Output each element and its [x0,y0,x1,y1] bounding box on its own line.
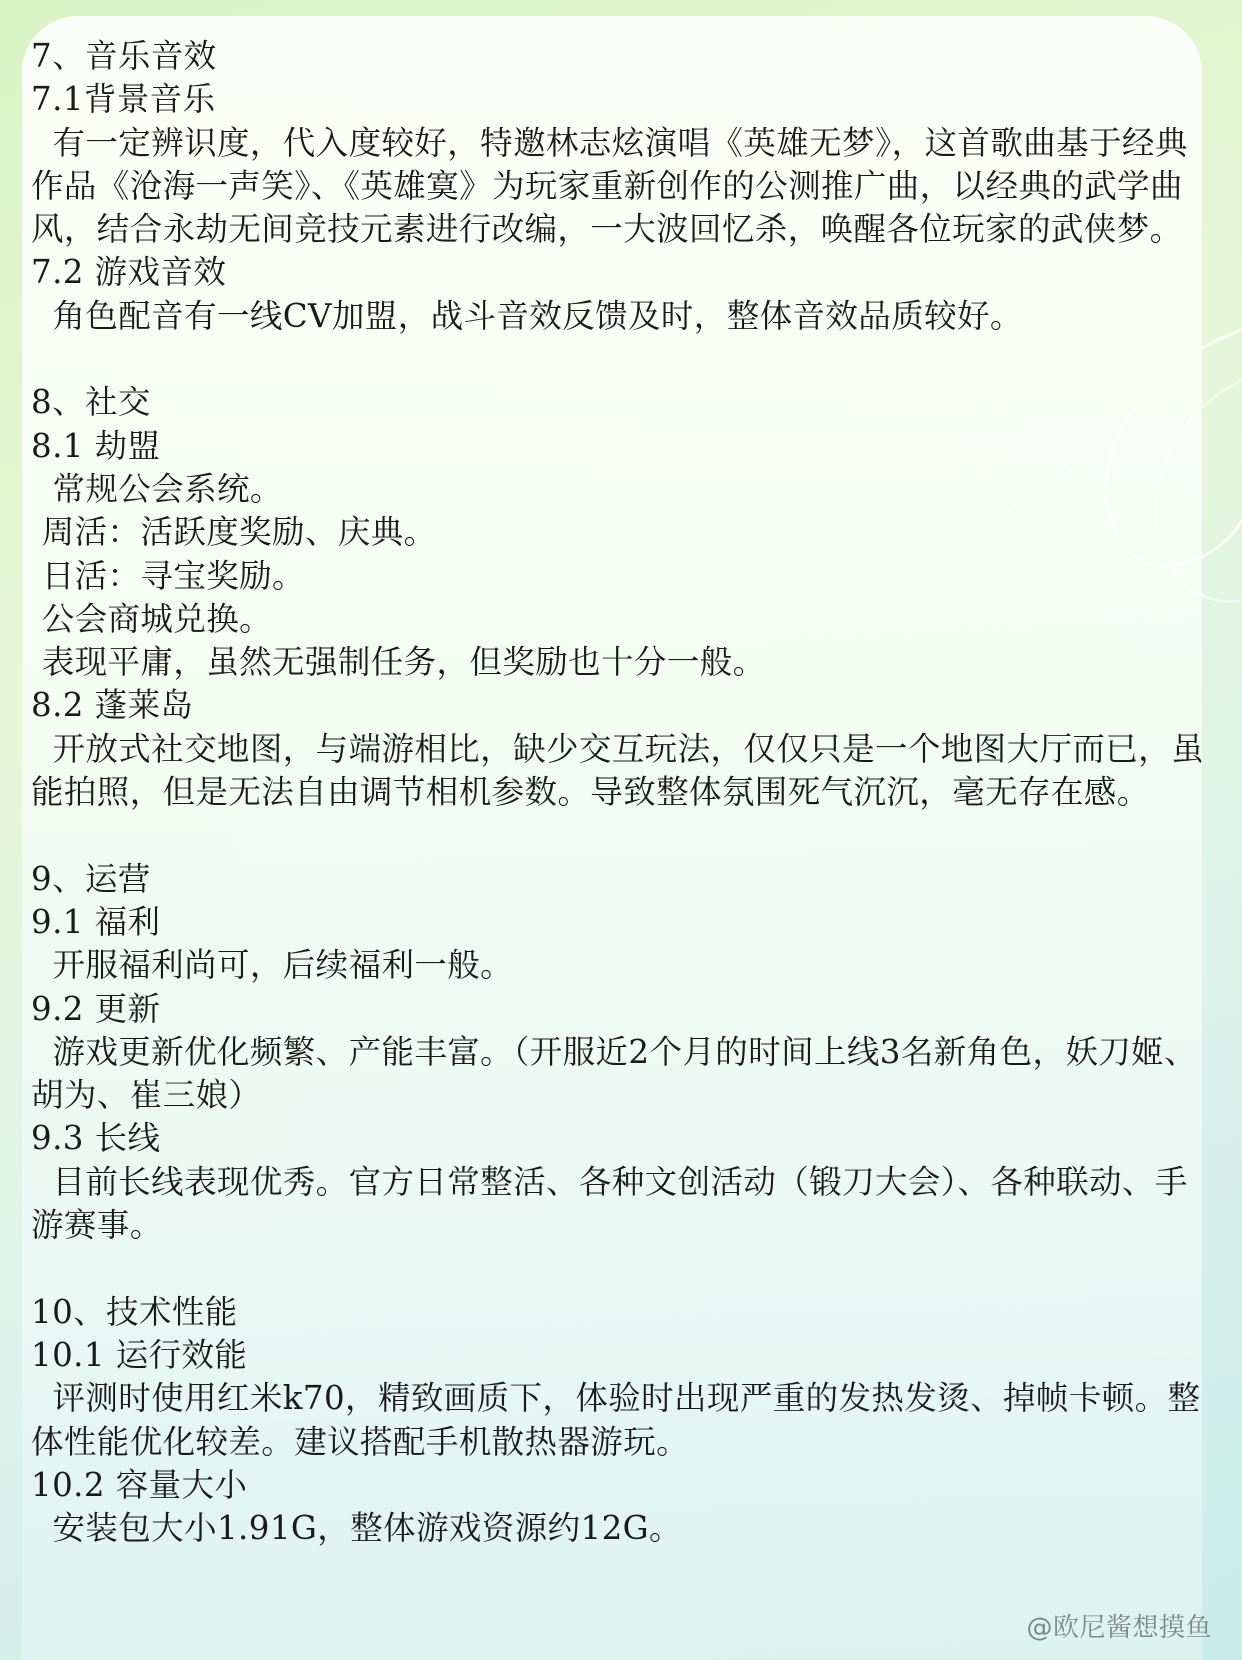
paragraph: 游戏更新优化频繁、产能丰富。（开服近2个月的时间上线3名新角色，妖刀姬、胡为、崔三娘） [31,1032,1197,1115]
section-heading: 7、音乐音效 [31,37,217,75]
section-spacer [31,814,1216,857]
subsection-heading: 8.2 蓬莱岛 [31,686,194,725]
subsection-heading: 9.1 福利 [31,902,161,941]
paragraph: 有一定辨识度，代入度较好，特邀林志炫演唱《英雄无梦》，这首歌曲基于经典作品《沧海一声笑》、《英雄寞》为玩家重新创作的公测推广曲，以经典的武学曲风，结合永劫无间竞技元素进行改编，一大波回忆杀，唤醒各位玩家的武侠梦。 [31,123,1188,249]
section-heading: 9、运营 [31,859,151,898]
subsection-heading: 7.1背景音乐 [31,80,216,119]
section-heading: 10、技术性能 [31,1292,238,1331]
paragraph: 开服福利尚可，后续福利一般。 [31,946,514,985]
author-watermark: @欧尼酱想摸鱼 [1026,1613,1212,1643]
section-spacer [31,338,1216,381]
paragraph: 常规公会系统。 [31,469,283,508]
paragraph: 表现平庸，虽然无强制任务，但奖励也十分一般。 [31,643,766,682]
paragraph: 开放式社交地图，与端游相比，缺少交互玩法，仅仅只是一个地图大厅而已，虽能拍照，但是无法自由调节相机参数。导致整体氛围死气沉沉，毫无存在感。 [31,729,1204,812]
subsection-heading: 9.2 更新 [31,989,161,1028]
subsection-heading: 10.1 运行效能 [31,1335,248,1374]
paragraph: 评测时使用红米k70，精致画质下，体验时出现严重的发热发烫、掉帧卡顿。整体性能优化较差。建议搭配手机散热器游玩。 [31,1379,1201,1461]
subsection-heading: 10.2 容量大小 [31,1465,248,1504]
section-heading: 8、社交 [31,383,151,422]
paragraph: 公会商城兑换。 [31,599,273,638]
subsection-heading: 9.3 长线 [31,1119,161,1158]
document-body [31,35,1216,1550]
paragraph: 周活：活跃度奖励、庆典。 [31,513,437,552]
subsection-heading: 8.1 劫盟 [31,426,161,465]
paragraph: 安装包大小1.91G，整体游戏资源约12G。 [31,1509,682,1548]
section-spacer [31,1247,1216,1290]
subsection-heading: 7.2 游戏音效 [31,253,227,292]
paragraph: 角色配音有一线CV加盟，战斗音效反馈及时，整体音效品质较好。 [31,296,1023,335]
paragraph: 目前长线表现优秀。官方日常整活、各种文创活动（锻刀大会）、各种联动、手游赛事。 [31,1162,1188,1245]
paragraph: 日活：寻宝奖励。 [31,556,305,595]
